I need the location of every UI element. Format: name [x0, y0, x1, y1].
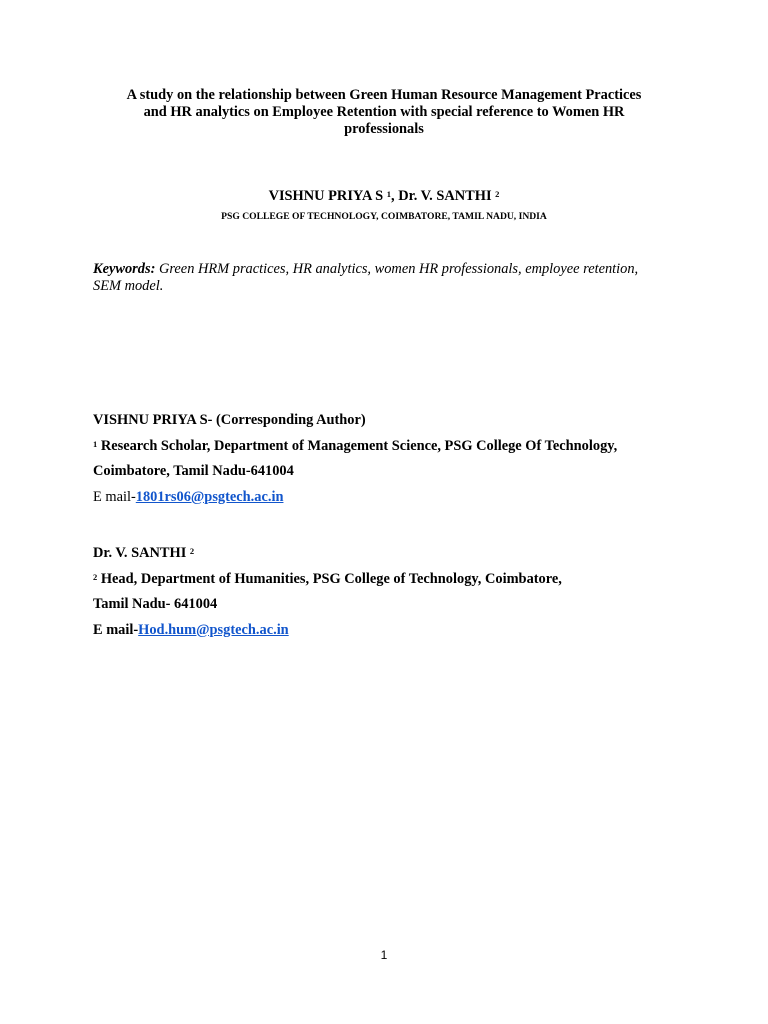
author-2-name: Dr. V. SANTHI: [398, 188, 492, 204]
affiliation-text: Research Scholar, Department of Management Science, PSG College Of Technology,: [97, 437, 618, 454]
second-author-name-text: Dr. V. SANTHI: [93, 545, 190, 561]
corresponding-author-name: VISHNU PRIYA S- (Corresponding Author): [93, 412, 366, 428]
keywords-section: [93, 261, 693, 295]
title-line-3: professionals: [344, 121, 424, 137]
page-number: 1: [380, 948, 388, 962]
title-line-2: and HR analytics on Employee Retention with special reference to Women HR: [143, 104, 625, 120]
paper-title: [90, 87, 678, 138]
second-author-affiliation-line-1: [93, 571, 713, 597]
corresponding-author-block: [93, 412, 713, 514]
second-author-affiliation-line-2: Tamil Nadu- 641004: [93, 596, 218, 612]
second-author-block: [93, 545, 713, 647]
affiliation-text: Head, Department of Humanities, PSG College of Technology, Coimbatore,: [97, 570, 562, 587]
title-line-1: A study on the relationship between Green Human Resource Management Practices: [126, 87, 642, 103]
author-1-superscript: 1: [386, 189, 392, 199]
email-prefix: E mail-: [93, 488, 136, 505]
email-prefix: E mail-: [93, 621, 139, 638]
affiliation-line: PSG COLLEGE OF TECHNOLOGY, COIMBATORE, TAMIL NADU, INDIA: [221, 211, 547, 222]
second-author-email-line: [93, 622, 713, 648]
keywords-line-2: SEM model.: [93, 278, 164, 294]
affiliation-superscript: 2: [93, 571, 98, 582]
keywords-text: Green HRM practices, HR analytics, women HR professionals, employee retention,: [155, 261, 639, 277]
author-line: [0, 187, 768, 205]
keywords-line-1: [93, 261, 693, 278]
keywords-label: Keywords:: [93, 261, 156, 277]
corresponding-affiliation-line-2: Coimbatore, Tamil Nadu-641004: [93, 463, 294, 479]
author-separator: ,: [391, 188, 399, 204]
corresponding-affiliation-line-1: [93, 438, 713, 464]
corresponding-email-link[interactable]: 1801rs06@psgtech.ac.in: [135, 488, 284, 505]
second-author-name-superscript: 2: [189, 546, 195, 556]
author-1-name: VISHNU PRIYA S: [268, 188, 384, 204]
author-2-superscript: 2: [495, 189, 500, 199]
second-author-email-link[interactable]: Hod.hum@psgtech.ac.in: [138, 621, 289, 638]
second-author-name: [93, 545, 713, 571]
affiliation-superscript: 1: [93, 438, 98, 449]
corresponding-email-line: [93, 489, 713, 515]
